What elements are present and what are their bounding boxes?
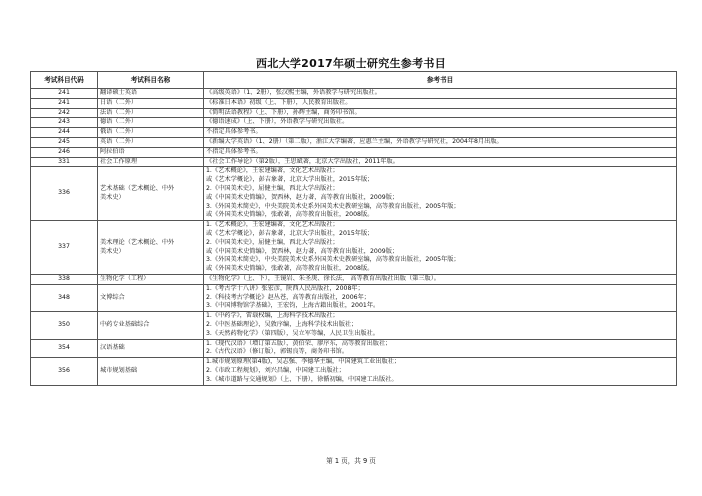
reference-books	[204, 284, 677, 311]
reference-line: 1.《艺术概论》，王宏建编著，文化艺术出版社；	[206, 167, 339, 175]
reference-books	[204, 147, 677, 157]
table-row	[31, 339, 677, 358]
reference-line: 2.《中国美术史》，屈健主编，西北大学出版社；	[206, 238, 339, 246]
reference-table	[30, 71, 677, 386]
header-refs: 参考书目	[204, 72, 677, 89]
subject-code: 338	[31, 274, 98, 284]
reference-line: 或《艺术学概论》，彭吉象著，北京大学出版社，2015年版；	[206, 229, 374, 237]
subject-name	[98, 221, 204, 275]
reference-line: 3.《外国美术简史》，中央美院美术史系外国美术史教研室编，高等教育出版社，2005年版；	[206, 202, 460, 210]
subject-name-line: 阿拉伯语	[100, 147, 125, 155]
reference-line: 2.《市政工程规划》，刘兴昌编，中国建工出版社；	[206, 366, 345, 374]
page-footer: 第 1 页，共 9 页	[326, 457, 376, 465]
reference-line: 1.《考古学十八讲》张宏彦，陕西人民出版社，2008年；	[206, 284, 364, 292]
subject-code: 350	[31, 312, 98, 339]
reference-line: 或《艺术学概论》，彭吉象著，北京大学出版社，2015年版；	[206, 176, 374, 184]
reference-books	[204, 108, 677, 118]
subject-name	[98, 284, 204, 311]
document-title: 西北大学2017年硕士研究生参考书目	[255, 57, 446, 70]
subject-name	[98, 118, 204, 128]
reference-line: 1.《艺术概论》，王宏建编著，文化艺术出版社；	[206, 221, 339, 229]
reference-line: 《生物化学》（上、下），王镜岩、朱圣庚、徐长法， 高等教育出版社出版（第三版）。	[206, 274, 440, 282]
subject-code: 242	[31, 108, 98, 118]
reference-books	[204, 89, 677, 99]
reference-line: 不指定具体参考书。	[206, 147, 262, 155]
header-row	[31, 72, 677, 89]
table-row	[31, 128, 677, 138]
subject-name	[98, 128, 204, 138]
reference-line: 《新编大学英语》（1、2册）（第二版），浙江大学编著，应惠兰主编，外语教学与研究社，2004年8月出版。	[206, 137, 503, 145]
subject-name	[98, 108, 204, 118]
subject-name-line: 生物化学（工程）	[100, 274, 150, 282]
table-row	[31, 358, 677, 385]
reference-line: 3.《中国博物馆学基础》，王宏钧，上海古籍出版社，2001年。	[206, 302, 380, 310]
reference-books	[204, 221, 677, 275]
subject-name	[98, 147, 204, 157]
table-row	[31, 89, 677, 99]
subject-name	[98, 89, 204, 99]
reference-books	[204, 274, 677, 284]
reference-line: 3.《城市道路与交通规划》（上、下册），徐循初编，中国建工出版社。	[206, 375, 398, 383]
header-code: 考试科目代码	[31, 72, 98, 89]
subject-name-line: 城市规划基础	[100, 366, 138, 374]
header-name: 考试科目名称	[98, 72, 204, 89]
table-row	[31, 284, 677, 311]
reference-books	[204, 118, 677, 128]
subject-code: 245	[31, 137, 98, 147]
subject-name-line: 美术史）	[100, 193, 125, 201]
subject-name-line: 艺术基础（艺术概论、中外	[100, 184, 175, 192]
reference-books	[204, 128, 677, 138]
reference-books	[204, 358, 677, 385]
subject-code: 348	[31, 284, 98, 311]
reference-line: 《社会工作导论》（第2版），王思斌著，北京大学出版社，2011年版。	[206, 157, 399, 165]
subject-code: 356	[31, 358, 98, 385]
subject-code: 244	[31, 128, 98, 138]
subject-name	[98, 274, 204, 284]
reference-line: 或《中国美术史简编》，贺西林，赵力著，高等教育出版社，2009版；	[206, 193, 399, 201]
subject-code: 246	[31, 147, 98, 157]
table-row	[31, 274, 677, 284]
table-row	[31, 167, 677, 221]
subject-name-line: 汉语基础	[100, 343, 125, 351]
table-row	[31, 221, 677, 275]
subject-name	[98, 312, 204, 339]
subject-name	[98, 358, 204, 385]
subject-code: 336	[31, 167, 98, 221]
subject-name-line: 文博综合	[100, 293, 125, 301]
subject-code: 337	[31, 221, 98, 275]
table-row	[31, 312, 677, 339]
table-row	[31, 108, 677, 118]
subject-name-line: 法语（二外）	[100, 108, 138, 116]
subject-name	[98, 137, 204, 147]
subject-name-line: 社会工作原理	[100, 157, 138, 165]
subject-code: 241	[31, 98, 98, 108]
table-row	[31, 98, 677, 108]
subject-code: 354	[31, 339, 98, 358]
subject-name-line: 德语（二外）	[100, 118, 138, 126]
reference-line: 《标准日本语》初级（上、下册），人民教育出版社。	[206, 98, 352, 106]
reference-line: 《德语速成》（上、下册），外语教学与研究出版社。	[206, 118, 349, 126]
reference-books	[204, 167, 677, 221]
subject-code: 243	[31, 118, 98, 128]
subject-name	[98, 339, 204, 358]
reference-line: 1.《现代汉语》（增订第五版），黄伯荣、廖序东，高等教育出版社；	[206, 339, 392, 347]
reference-line: 1.城市规划原理(第4版)，吴志强、李德华主编，中国建筑工业出版社；	[206, 358, 401, 366]
subject-name-line: 翻译硕士英语	[100, 89, 138, 96]
table-row	[31, 147, 677, 157]
subject-name-line: 中药专业基础综合	[100, 320, 150, 328]
reference-books	[204, 157, 677, 167]
subject-name	[98, 167, 204, 221]
reference-line: 《简明法语教程》（上、下册），孙辉主编，商务印书馆。	[206, 108, 361, 116]
subject-code: 331	[31, 157, 98, 167]
reference-books	[204, 312, 677, 339]
subject-name	[98, 98, 204, 108]
subject-name-line: 英语（二外）	[100, 137, 138, 145]
reference-line: 不指定具体参考书。	[206, 128, 262, 136]
reference-line: 或《外国美术史简编》，张敢著，高等教育出版社，2008版。	[206, 211, 374, 219]
table-row	[31, 137, 677, 147]
reference-line: 2.《中国美术史》，屈健主编，西北大学出版社；	[206, 184, 339, 192]
reference-line: 《高级英语》（1、2册），张汉熙主编，外语教学与研究出版社。	[206, 89, 381, 96]
reference-line: 1.《中药学》，雷载权编，上海科学技术出版社；	[206, 312, 339, 320]
reference-line: 2.《科技考古学概论》赵丛苍，高等教育出版社，2006年；	[206, 293, 370, 301]
reference-line: 或《外国美术史简编》，张敢著，高等教育出版社，2008版。	[206, 265, 374, 273]
table-row	[31, 118, 677, 128]
reference-books	[204, 98, 677, 108]
subject-code: 241	[31, 89, 98, 99]
reference-line: 2.《中医基础理论》，吴敦序编，上海科学技术出版社；	[206, 320, 358, 328]
subject-name-line: 日语（二外）	[100, 98, 138, 106]
reference-books	[204, 137, 677, 147]
subject-name	[98, 157, 204, 167]
subject-name-line: 美术理论（艺术概论、中外	[100, 238, 175, 246]
subject-name-line: 美术史）	[100, 247, 125, 255]
table-row	[31, 157, 677, 167]
reference-line: 或《中国美术史简编》，贺西林，赵力著，高等教育出版社，2009版；	[206, 247, 399, 255]
subject-name-line: 俄语（二外）	[100, 128, 138, 136]
reference-line: 3.《天然药物化学》（第四版），吴立军等编，人民卫生出版社。	[206, 329, 379, 337]
reference-line: 2.《古代汉语》（修订版），郭锡良等，商务印书馆。	[206, 348, 349, 356]
reference-books	[204, 339, 677, 358]
reference-line: 3.《外国美术简史》，中央美院美术史系外国美术史教研室编，高等教育出版社，2005年版；	[206, 256, 460, 264]
